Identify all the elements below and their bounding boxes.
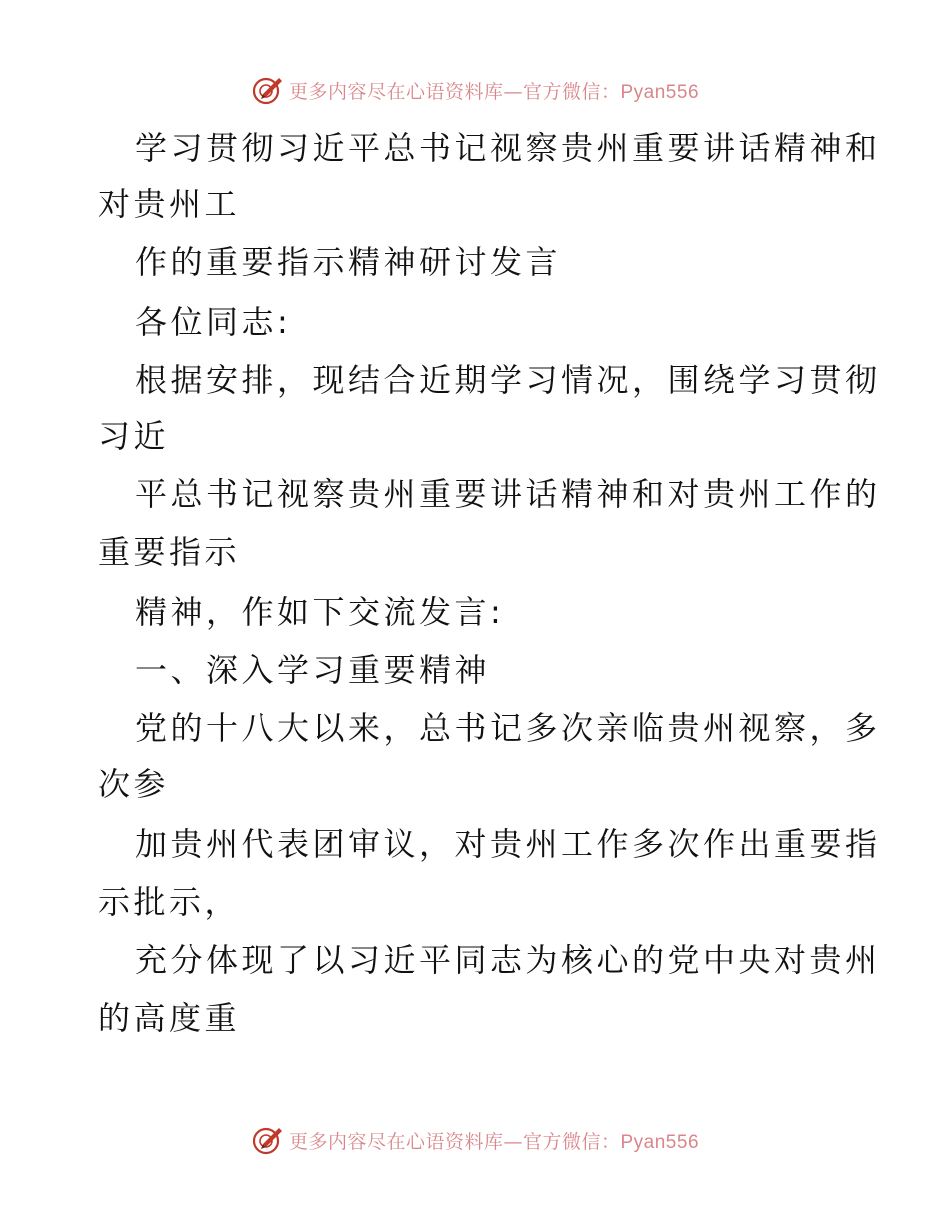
body-line-2: 对贵州工 [98,185,241,223]
header-watermark [0,68,950,112]
body-line-14: 示批示， [98,883,241,921]
header-watermark-handle: Pyan556 [620,81,700,103]
body-line-11: 党的十八大以来，总书记多次亲临贵州视察，多 [135,709,881,747]
pen-logo-icon [251,73,285,107]
body-line-3: 作的重要指示精神研讨发言 [135,243,562,281]
body-line-6: 习近 [98,417,170,455]
body-line-7: 平总书记视察贵州重要讲话精神和对贵州工作的 [135,475,881,513]
body-line-5: 根据安排，现结合近期学习情况，围绕学习贯彻 [135,361,881,399]
body-line-8: 重要指示 [98,533,241,571]
body-line-13: 加贵州代表团审议，对贵州工作多次作出重要指 [135,825,881,863]
body-line-10: 一、深入学习重要精神 [135,651,491,689]
footer-watermark [0,1118,950,1162]
footer-watermark-handle: Pyan556 [620,1131,700,1153]
pen-logo-icon [251,1123,285,1157]
header-watermark-text: 更多内容尽在心语资料库—官方微信： [288,80,621,103]
body-line-1: 学习贯彻习近平总书记视察贵州重要讲话精神和 [135,129,881,167]
body-line-4: 各位同志: [135,303,292,341]
body-line-9: 精神，作如下交流发言: [135,593,505,631]
body-line-12: 次参 [98,765,170,803]
body-line-16: 的高度重 [98,999,241,1037]
footer-watermark-text: 更多内容尽在心语资料库—官方微信： [288,1130,621,1153]
body-line-15: 充分体现了以习近平同志为核心的党中央对贵州 [135,941,881,979]
